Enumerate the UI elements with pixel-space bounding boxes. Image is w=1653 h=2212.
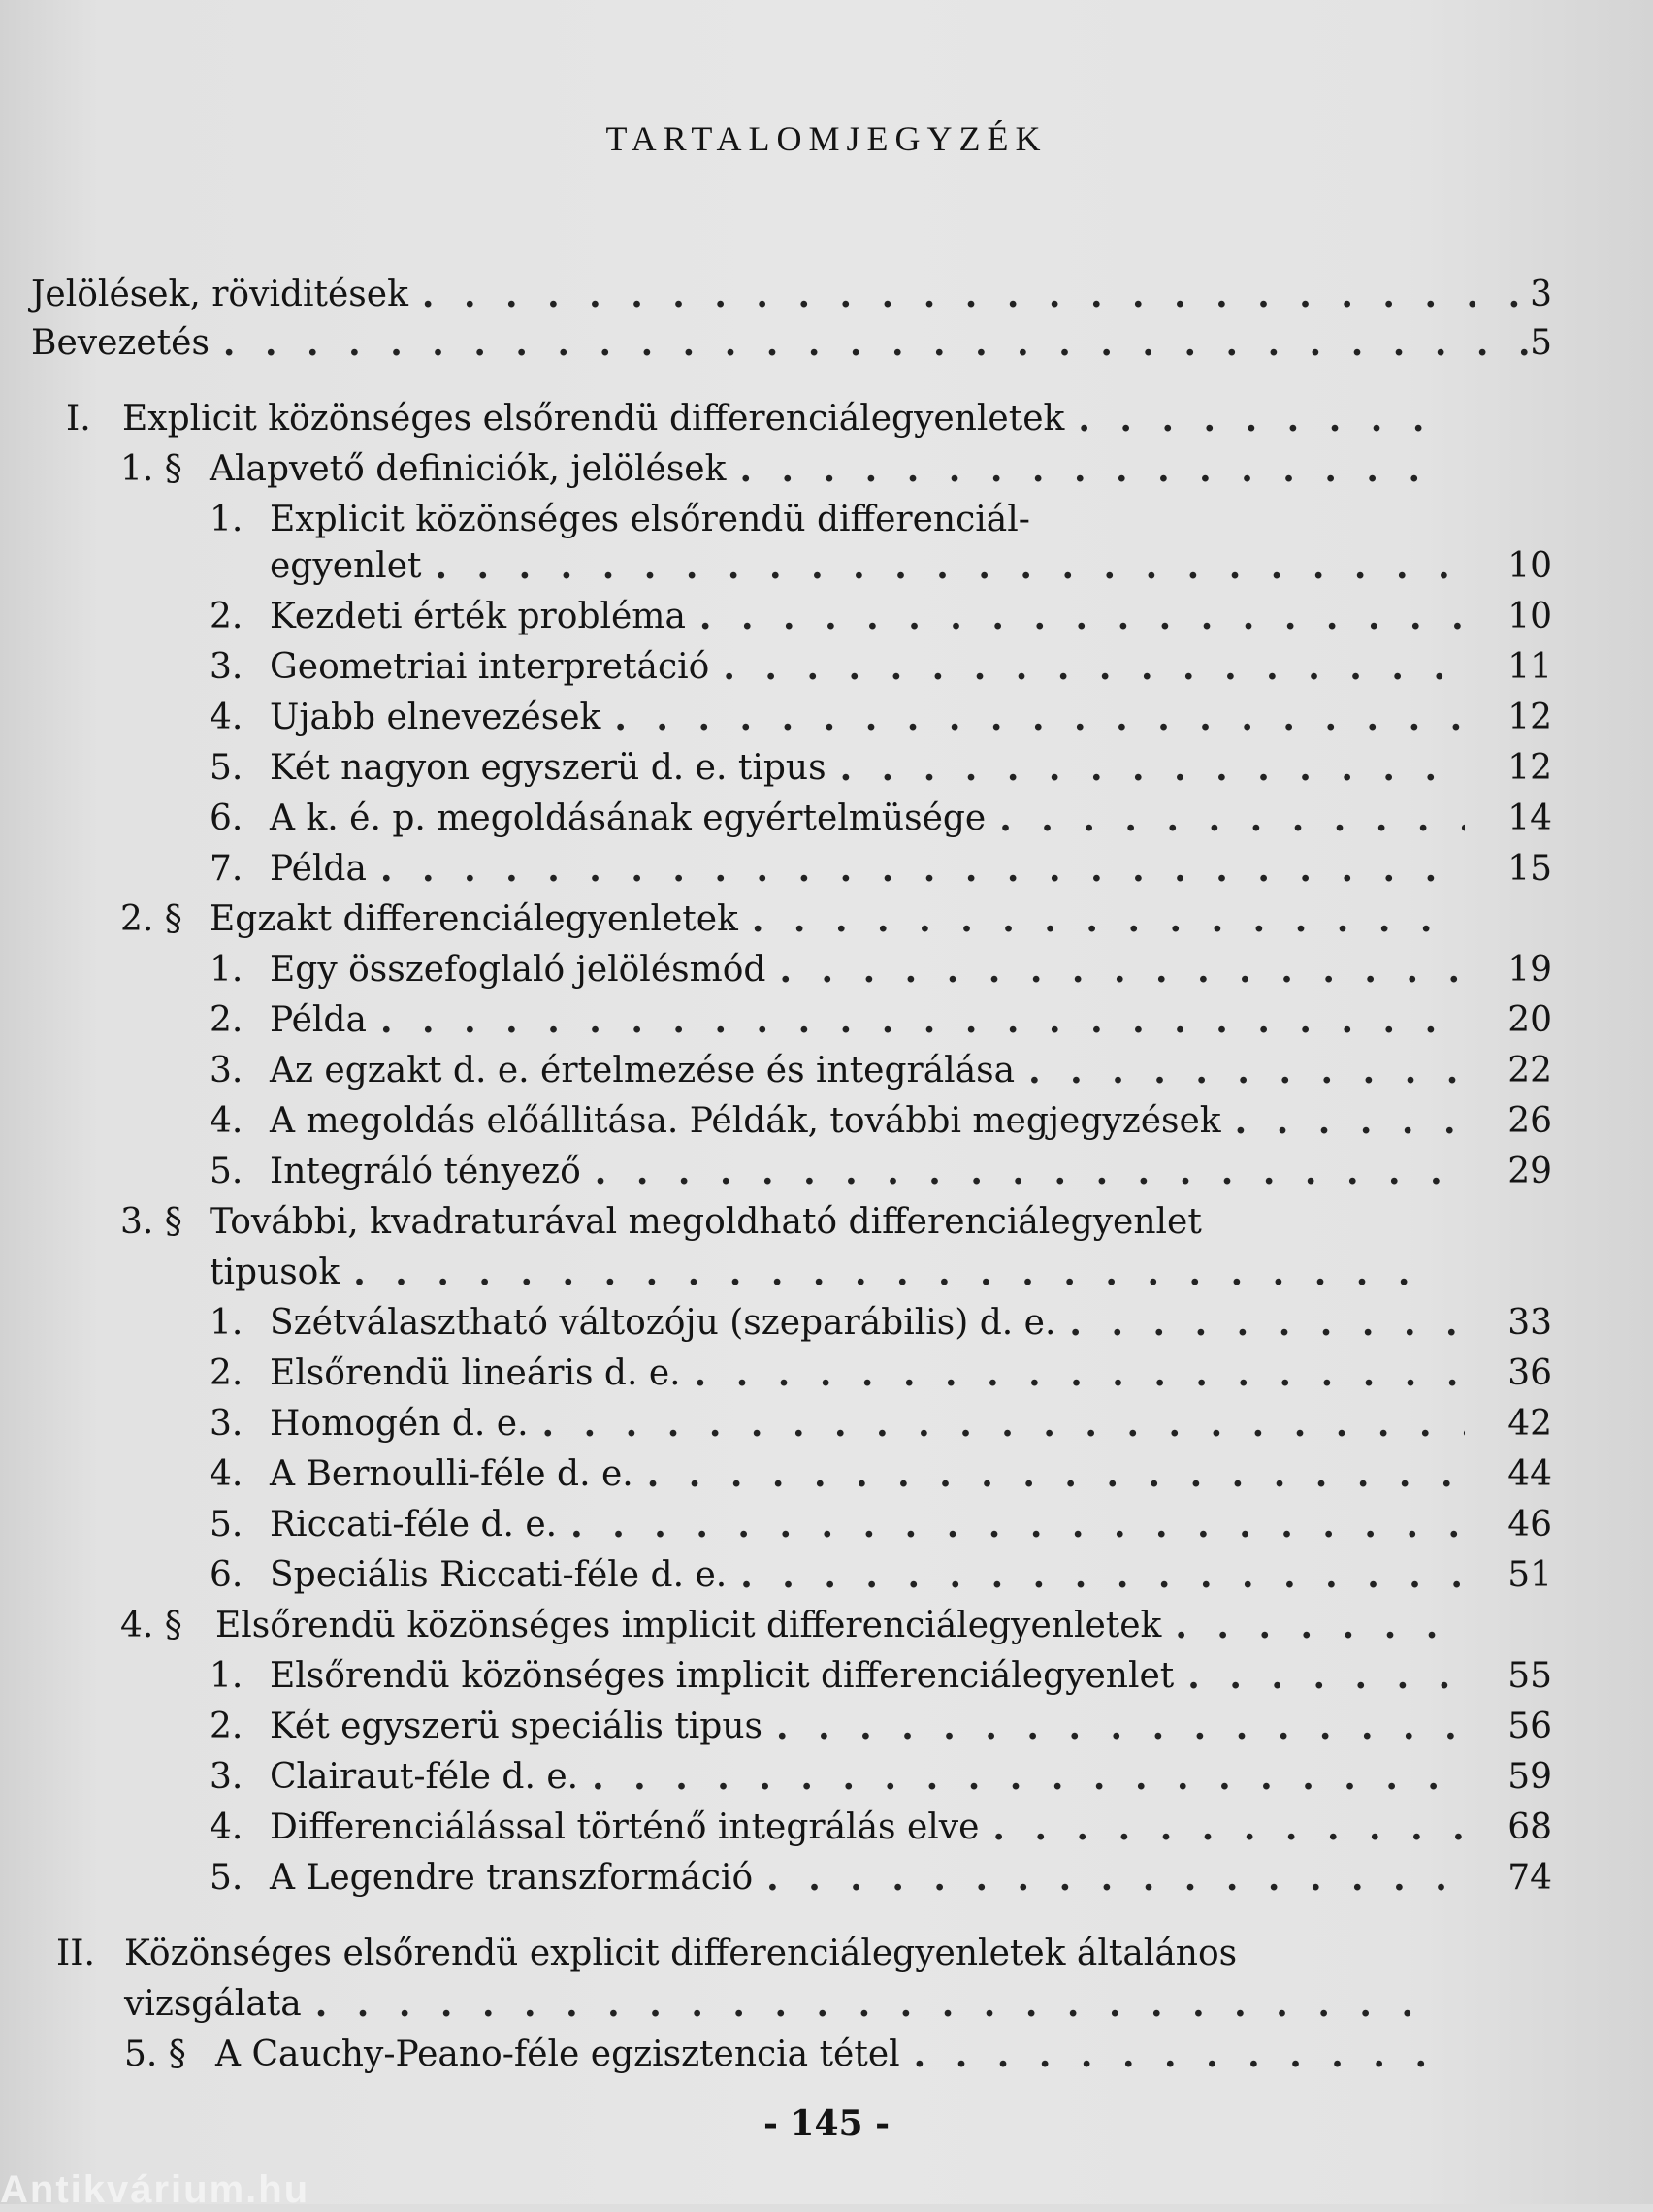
toc-subsection <box>210 1805 1552 1851</box>
toc-section <box>120 1199 1442 1246</box>
toc-entry <box>31 272 1552 318</box>
toc-subsection-number: 5. <box>210 1858 243 1898</box>
dot-leader <box>595 1149 1465 1195</box>
dot-leader <box>992 1805 1465 1851</box>
toc-subsection <box>210 1855 1552 1902</box>
toc-entry-page: 15 <box>1507 849 1552 889</box>
dot-leader <box>380 846 1465 893</box>
toc-entry-page: 36 <box>1507 1353 1552 1393</box>
toc-entry-page: 44 <box>1507 1454 1552 1494</box>
toc-subsection-number: 5. <box>210 748 243 788</box>
dot-leader <box>739 446 1442 493</box>
toc-subsection-label: egyenlet <box>270 546 422 586</box>
toc-subsection-label: Két egyszerü speciális tipus <box>270 1707 763 1746</box>
toc-entry-label: Jelölések, röviditések <box>31 275 408 314</box>
toc-entry-page: 19 <box>1507 950 1552 990</box>
toc-subsection <box>210 745 1552 792</box>
toc-entry-page: 3 <box>1530 275 1552 314</box>
toc-subsection <box>210 1704 1552 1750</box>
toc-subsection-label: Geometriai interpretáció <box>270 647 710 687</box>
toc-entry <box>31 320 1552 367</box>
toc-section <box>124 2032 1442 2078</box>
toc-subsection <box>210 1502 1552 1548</box>
toc-entry-page: 56 <box>1507 1707 1552 1746</box>
toc-section-label: Elsőrendü közönséges implicit differenciálegyenletek <box>215 1606 1162 1645</box>
dot-leader <box>380 997 1465 1044</box>
toc-section-label: tipusok <box>210 1252 340 1292</box>
toc-subsection-number: 5. <box>210 1505 243 1545</box>
toc-section <box>120 446 1442 493</box>
toc-subsection-number: 7. <box>210 849 243 889</box>
toc-entry-page: 20 <box>1507 1000 1552 1040</box>
toc-subsection-label: Szétválasztható változóju (szeparábilis) d. e. <box>270 1303 1056 1343</box>
toc-subsection <box>210 1098 1552 1145</box>
toc-subsection-number: 4. <box>210 1101 243 1141</box>
toc-subsection-number: 3. <box>210 647 243 687</box>
toc-entry-page: 74 <box>1507 1858 1552 1898</box>
dot-leader <box>999 796 1465 842</box>
toc-entry-label: Bevezetés <box>31 323 210 363</box>
toc-chapter-label: Közönséges elsőrendü explicit differenciálegyenletek általános <box>124 1934 1238 1973</box>
dot-leader <box>1028 1048 1465 1094</box>
toc-subsection <box>210 695 1552 741</box>
toc-subsection <box>210 1552 1552 1599</box>
dot-leader <box>723 644 1465 691</box>
page-number: - 145 - <box>762 2103 891 2144</box>
toc-section <box>120 1603 1442 1649</box>
dot-leader <box>614 695 1465 741</box>
toc-entry-page: 12 <box>1507 698 1552 737</box>
toc-chapter <box>66 396 1442 442</box>
dot-leader <box>422 272 1552 318</box>
toc-entry-page: 5 <box>1530 323 1552 363</box>
page-title: TARTALOMJEGYZÉK <box>605 119 1048 158</box>
toc-entry-page: 12 <box>1507 748 1552 788</box>
toc-entry-page: 42 <box>1507 1404 1552 1444</box>
dot-leader <box>914 2032 1442 2078</box>
dot-leader <box>1069 1300 1465 1347</box>
toc-subsection-label: Példa <box>270 849 367 889</box>
toc-subsection-number: 1. <box>210 500 243 539</box>
toc-subsection-label: Elsőrendü lineáris d. e. <box>270 1353 681 1393</box>
toc-entry-page: 29 <box>1507 1152 1552 1191</box>
toc-subsection-label: Példa <box>270 1000 367 1040</box>
toc-subsection-number: 6. <box>210 798 243 838</box>
toc-subsection-number: 3. <box>210 1757 243 1797</box>
toc-subsection-number: 1. <box>210 1656 243 1696</box>
toc-subsection-label: Speciális Riccati-féle d. e. <box>270 1555 728 1595</box>
toc-subsection-label: Homogén d. e. <box>270 1404 529 1444</box>
toc-subsection <box>210 1401 1552 1448</box>
toc-entry-page: 22 <box>1507 1051 1552 1090</box>
toc-subsection-label: Explicit közönséges elsőrendü differenciál- <box>270 500 1030 539</box>
toc-chapter-label: vizsgálata <box>124 1984 302 2024</box>
toc-subsection-number: 4. <box>210 1807 243 1847</box>
dot-leader <box>592 1754 1465 1801</box>
dot-leader <box>542 1401 1465 1448</box>
dot-leader <box>435 543 1465 590</box>
toc-subsection <box>210 947 1552 993</box>
dot-leader <box>740 1552 1465 1599</box>
toc-entry-page: 33 <box>1507 1303 1552 1343</box>
toc-subsection-number: 3. <box>210 1404 243 1444</box>
toc-chapter-label: Explicit közönséges elsőrendü differenciálegyenletek <box>122 399 1065 439</box>
toc-subsection <box>210 846 1552 893</box>
toc-section-number: 5. § <box>124 2034 186 2074</box>
toc-section-number: 2. § <box>120 899 182 939</box>
toc-subsection <box>210 1451 1552 1498</box>
toc-subsection <box>210 497 1471 543</box>
toc-section-number: 3. § <box>120 1202 182 1242</box>
dot-leader <box>699 594 1465 640</box>
dot-leader <box>223 320 1552 367</box>
toc-subsection-number: 1. <box>210 950 243 990</box>
toc-subsection-number: 3. <box>210 1051 243 1090</box>
toc-subsection-number: 2. <box>210 597 243 636</box>
toc-subsection-label: A Bernoulli-féle d. e. <box>270 1454 633 1494</box>
toc-section-number: 1. § <box>120 449 182 489</box>
toc-subsection-number: 5. <box>210 1152 243 1191</box>
toc-entry-page: 55 <box>1507 1656 1552 1696</box>
toc-subsection-label: Kezdeti érték probléma <box>270 597 686 636</box>
dot-leader <box>1175 1603 1442 1649</box>
toc-chapter <box>56 1931 1442 1977</box>
toc-subsection <box>210 1653 1552 1700</box>
toc-subsection-label: Integráló tényező <box>270 1152 581 1191</box>
toc-subsection-number: 2. <box>210 1353 243 1393</box>
toc-section-label: Alapvető definiciók, jelölések <box>210 449 727 489</box>
dot-leader <box>752 896 1442 943</box>
dot-leader <box>647 1451 1465 1498</box>
toc-entry-page: 59 <box>1507 1757 1552 1797</box>
dot-leader <box>840 745 1465 792</box>
toc-entry-page: 10 <box>1507 546 1552 586</box>
toc-subsection-continued <box>270 543 1552 590</box>
toc-chapter-number: II. <box>56 1934 95 1973</box>
toc-subsection-number: 4. <box>210 698 243 737</box>
toc-subsection-label: Két nagyon egyszerü d. e. tipus <box>270 748 826 788</box>
toc-subsection-label: Egy összefoglaló jelölésmód <box>270 950 766 990</box>
toc-subsection <box>210 1300 1552 1347</box>
toc-entry-page: 26 <box>1507 1101 1552 1141</box>
toc-section-continued <box>210 1250 1442 1296</box>
dot-leader <box>779 947 1465 993</box>
toc-chapter-number: I. <box>66 399 91 439</box>
toc-section-label: A Cauchy-Peano-féle egzisztencia tétel <box>215 2034 900 2074</box>
toc-subsection <box>210 796 1552 842</box>
toc-section-label: További, kvadraturával megoldható differenciálegyenlet <box>210 1202 1202 1242</box>
dot-leader <box>315 1981 1442 2028</box>
toc-subsection-label: A k. é. p. megoldásának egyértelmüsége <box>270 798 987 838</box>
dot-leader <box>766 1855 1465 1902</box>
toc-entry-page: 46 <box>1507 1505 1552 1545</box>
dot-leader <box>695 1350 1465 1397</box>
toc-subsection <box>210 997 1552 1044</box>
toc-subsection-label: A megoldás előállitása. Példák, további megjegyzések <box>270 1101 1221 1141</box>
toc-subsection <box>210 1149 1552 1195</box>
dot-leader <box>1235 1098 1465 1145</box>
dot-leader <box>1078 396 1442 442</box>
dot-leader <box>1187 1653 1465 1700</box>
toc-subsection <box>210 1350 1552 1397</box>
dot-leader <box>776 1704 1465 1750</box>
toc-subsection <box>210 1048 1552 1094</box>
dot-leader <box>353 1250 1442 1296</box>
toc-entry-page: 51 <box>1507 1555 1552 1595</box>
toc-chapter-continued <box>124 1981 1442 2028</box>
toc-subsection-label: Differenciálással történő integrálás elve <box>270 1807 980 1847</box>
toc-section-number: 4. § <box>120 1606 182 1645</box>
toc-subsection-label: Ujabb elnevezések <box>270 698 601 737</box>
toc-section-label: Egzakt differenciálegyenletek <box>210 899 738 939</box>
toc-subsection <box>210 1754 1552 1801</box>
toc-section <box>120 896 1442 943</box>
toc-subsection <box>210 594 1552 640</box>
toc-subsection <box>210 644 1552 691</box>
toc-subsection-label: Clairaut-féle d. e. <box>270 1757 579 1797</box>
toc-entry-page: 10 <box>1507 597 1552 636</box>
dot-leader <box>570 1502 1465 1548</box>
toc-entry-page: 14 <box>1507 798 1552 838</box>
toc-subsection-label: Az egzakt d. e. értelmezése és integrálása <box>270 1051 1016 1090</box>
watermark: Antikvárium.hu <box>0 2168 310 2211</box>
toc-subsection-label: Elsőrendü közönséges implicit differenciálegyenlet <box>270 1656 1175 1696</box>
toc-subsection-label: Riccati-féle d. e. <box>270 1505 558 1545</box>
toc-entry-page: 68 <box>1507 1807 1552 1847</box>
toc-subsection-number: 4. <box>210 1454 243 1494</box>
toc-subsection-number: 6. <box>210 1555 243 1595</box>
toc-subsection-label: A Legendre transzformáció <box>270 1858 754 1898</box>
toc-entry-page: 11 <box>1507 647 1552 687</box>
toc-subsection-number: 2. <box>210 1707 243 1746</box>
toc-subsection-number: 1. <box>210 1303 243 1343</box>
toc-subsection-number: 2. <box>210 1000 243 1040</box>
